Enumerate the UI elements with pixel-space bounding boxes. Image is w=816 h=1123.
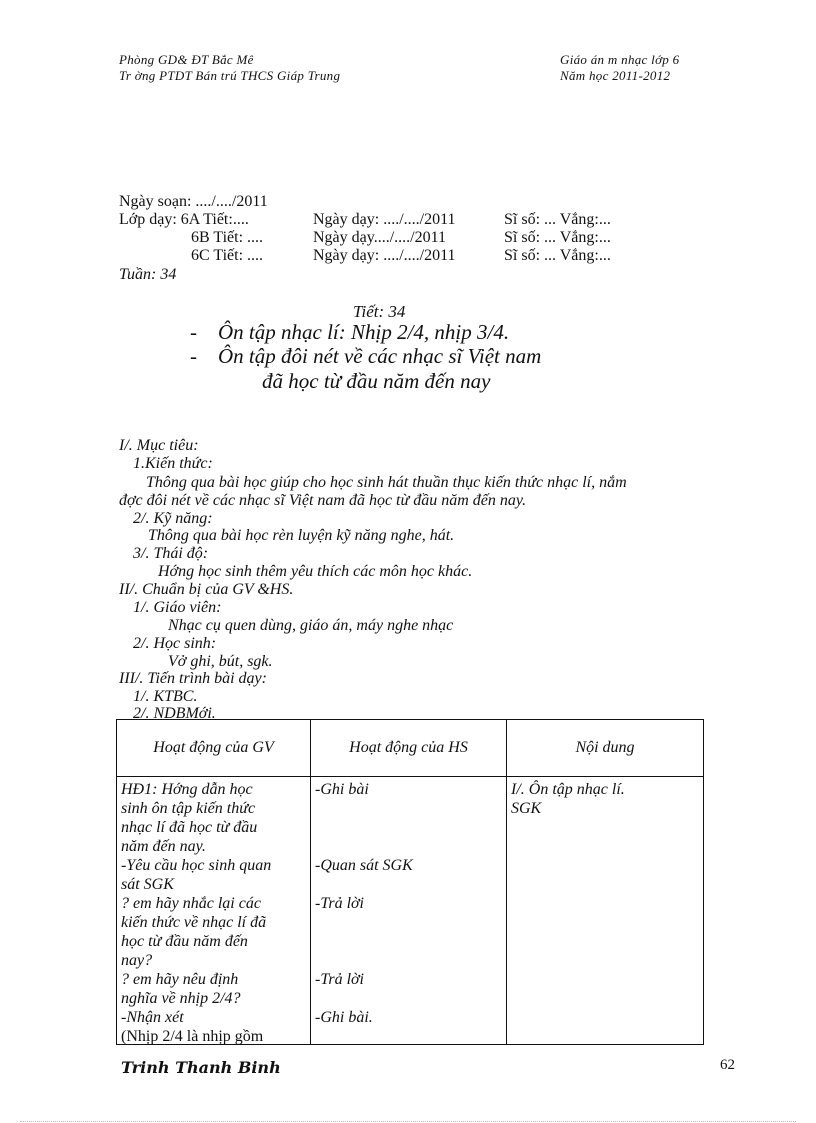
header-school-office: Phòng GD& ĐT Bắc Mê [119,52,254,67]
gv-line: -Nhận xét [121,1009,184,1026]
cell-noi-dung [507,777,704,1045]
title-dash: - [190,320,197,344]
gv-line: năm đến nay. [121,838,206,855]
schedule-row-label: Lớp dạy: 6A Tiết:.... [119,211,249,228]
schedule-row-label: 6B Tiết: .... [191,229,264,246]
gv-line: nay? [121,952,153,969]
noi-dung-line: I/. Ôn tập nhạc lí. [511,781,625,798]
schedule-row-si-so: Sĩ số: ... Vắng:... [504,229,611,246]
gv-line: ? em hãy nhắc lại các [121,895,261,912]
header-subject: Giáo án m nhạc lớp 6 [560,52,680,67]
title-line-2 [190,344,541,369]
subsection-ky-nang: 2/. Kỹ năng: [133,510,213,527]
page-edge-divider [20,1121,796,1122]
hs-line: -Quan sát SGK [315,857,413,874]
author-signature: Trinh Thanh Binh [121,1058,281,1077]
schedule-row-si-so: Sĩ số: ... Vắng:... [504,211,611,228]
kien-thuc-text-2: đợc đôi nét về các nhạc sĩ Việt nam đã học từ đầu năm đến nay. [119,492,527,509]
title-dash: - [190,344,197,368]
subsection-ktbc: 1/. KTBC. [133,688,198,705]
hs-line: -Trả lời [315,971,364,988]
gv-line: sinh ôn tập kiến thức [121,800,256,817]
section-tien-trinh: III/. Tiến trình bài dạy: [119,670,267,687]
hs-line: -Trả lời [315,895,364,912]
gv-line: nghĩa về nhịp 2/4? [121,990,241,1007]
gv-line: kiến thức về nhạc lí đã [121,914,267,931]
gv-line: HĐ1: Hớng dẫn học [121,781,253,798]
schedule-row-date: Ngày dạy: ..../..../2011 [313,247,456,264]
subsection-giao-vien: 1/. Giáo viên: [133,599,222,616]
page-number: 62 [720,1057,735,1073]
subsection-ndbm: 2/. NDBMới. [133,705,216,719]
tuan: Tuần: 34 [119,266,177,283]
gv-line: sát SGK [121,876,174,893]
gv-line: (Nhịp 2/4 là nhịp gồm [121,1028,264,1044]
header-school-name: Tr ờng PTDT Bán trú THCS Giáp Trung [119,68,341,83]
schedule-row-date: Ngày dạy: ..../..../2011 [313,211,456,228]
header-school-year: Năm học 2011-2012 [560,68,671,83]
title-text-2: Ôn tập đôi nét về các nhạc sĩ Việt nam [218,344,542,368]
schedule-row-date: Ngày dạy..../..../2011 [313,229,447,246]
section-chuan-bi: II/. Chuẩn bị của GV &HS. [119,581,294,598]
schedule-row-si-so: Sĩ số: ... Vắng:... [504,247,611,264]
thai-do-text: Hớng học sinh thêm yêu thích các môn học khác. [158,563,473,580]
section-muc-tieu: I/. Mục tiêu: [119,437,199,454]
header-noi-dung: Nội dung [507,720,704,777]
ngay-soan: Ngày soạn: ..../..../2011 [119,193,268,210]
schedule-row-label: 6C Tiết: .... [191,247,264,264]
ky-nang-text: Thông qua bài học rèn luyện kỹ năng nghe, hát. [148,527,455,544]
noi-dung-line: SGK [511,800,542,817]
header-gv: Hoạt động của GV [117,720,311,777]
lesson-number: Tiết: 34 [353,302,406,321]
hs-line: -Ghi bài [315,781,369,798]
giao-vien-text: Nhạc cụ quen dùng, giáo án, máy nghe nhạc [168,617,454,634]
subsection-kien-thuc: 1.Kiến thức: [133,455,213,472]
hs-line: -Ghi bài. [315,1009,373,1026]
kien-thuc-text-1: Thông qua bài học giúp cho học sinh hát thuần thục kiến thức nhạc lí, nắm [146,474,627,491]
title-line-3: đã học từ đầu năm đến nay [262,369,491,393]
gv-line: nhạc lí đã học từ đầu [121,819,258,836]
cell-gv [117,777,311,1045]
table-row [117,777,704,1045]
table-header-row [117,720,704,777]
subsection-hoc-sinh: 2/. Học sinh: [133,635,217,652]
hoc-sinh-text: Vở ghi, bút, sgk. [168,653,273,670]
title-text-1: Ôn tập nhạc lí: Nhịp 2/4, nhịp 3/4. [218,320,510,344]
gv-line: học từ đầu năm đến [121,933,248,950]
cell-hs [311,777,507,1045]
title-line-1 [190,320,509,345]
gv-line: -Yêu cầu học sinh quan [121,857,272,874]
subsection-thai-do: 3/. Thái độ: [133,545,209,562]
gv-line: ? em hãy nêu định [121,971,239,988]
header-hs: Hoạt động của HS [311,720,507,777]
lesson-activity-table [116,719,704,1045]
